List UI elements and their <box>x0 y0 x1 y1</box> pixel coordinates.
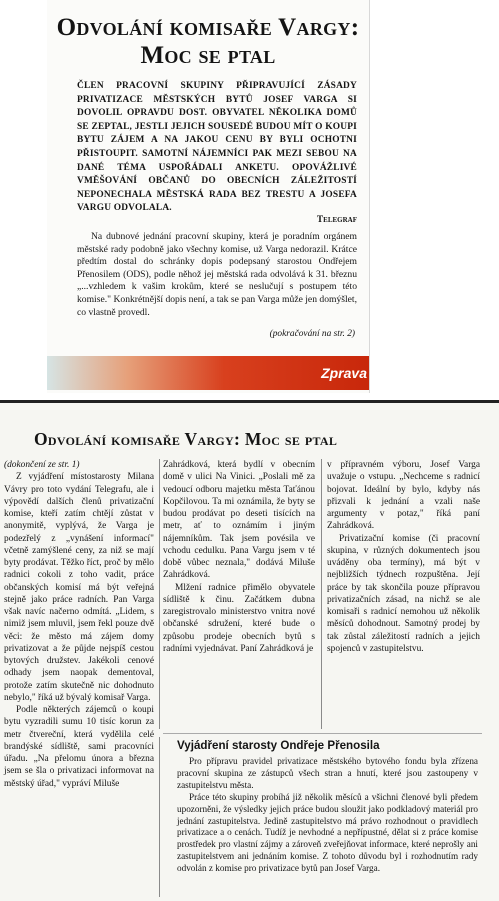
column-middle-paragraph: Mlžení radnice přimělo obyvatele sídliště k činu. Začátkem dubna zaregistrovalo ministerstvo vnitra nové občanské sdružení, které bude o způsobu prodeje obecních bytů s radními vyjednávat. Paní Zahrádková je <box>163 582 315 654</box>
column-middle-paragraph: Zahrádková, která bydlí v obecním domě v ulici Na Vinici. „Poslali mě za vedoucí odboru majetku města Taťánou Kopčilovou. Ta mi oznámila, že byty se budou prodávat po deseti tisících na metr, ať to oznámím i jiným nájemníkům. Tak jsem povésila ve vchodu cedulku. Pana Vargu jsem v té době vůbec neznala," dodává Miluše Zahrádková. <box>163 460 315 581</box>
column-right-paragraph: Privatizační komise (či pracovní skupina, v různých dokumentech jsou uváděny oba termíny), má být v nejbližších týdnech rozpuštěna. Její práce by tak skončila pouze přípravou privatizačních zásad, na nichž se ale komisaři s radnicí nemohou už několik měsíců dohodnout. Samotný prodej by tak zůstal záležitostí radních a jejich spojenců v zastupitelstvu. <box>327 533 480 654</box>
column-right <box>327 459 480 655</box>
column-left-paragraph: Podle některých zájemců o koupi bytu vyzradili sumu 10 tisíc korun za metr čtvereční, která vydělila celé brandýské sídliště, sami pracovníci úřadu. „Na přelomu února a března jsem se šla o privatizaci informovat na městský úřad," vypráví Miluše <box>4 705 154 789</box>
front-lead-paragraph: ČLEN PRACOVNÍ SKUPINY PŘIPRAVUJÍCÍ ZÁSADY PRIVATIZACE MĚSTSKÝCH BYTŮ JOSEF VARGA SI DOVOLIL OPRAVDU DOST. OBYVATEL NĚKOLIKA DOMŮ SE ZEPTAL, JESTLI JEJICH SOUSEDÉ BUDOU MÍT O KOUPI BYTU ZÁJEM A NA JAKOU CENU BY BYLI OCHOTNI PŘISTOUPIT. SAMOTNÍ NÁJEMNÍCI PAK MEZI SEBOU NA DANÉ TÉMA USPOŘÁDALI ANKETU. OPOVÁŽLIVÉ VMĚŠOVÁNÍ OBČANŮ DO OBECNÍCH ZÁLEŽITOSTÍ NEPONECHALA MĚSTSKÁ RADA BEZ TRESTU A JOSEFA VARGU ODVOLALA. <box>77 81 357 214</box>
mayor-statement-text <box>177 756 478 875</box>
continued-note: (pokračování na str. 2) <box>269 329 355 340</box>
mayor-statement-paragraph: Pro přípravu pravidel privatizace městského bytového fondu byla zřízena pracovní skupina ze zástupců všech stran a hnutí, které jsou zastoupeny v zastupitelstvu města. <box>177 756 478 790</box>
front-headline: Odvolání komisaře Vargy: Moc se ptal <box>56 14 360 69</box>
front-page-clipping <box>47 0 370 393</box>
column-left <box>4 459 154 790</box>
mayor-statement-box <box>163 731 482 897</box>
front-source-signature: Telegraf <box>316 214 357 225</box>
continuation-headline: Odvolání komisaře Vargy: Moc se ptal <box>34 429 338 449</box>
column-middle <box>163 459 315 655</box>
column-divider <box>321 459 322 729</box>
box-divider <box>159 737 160 897</box>
continuation-clipping <box>0 400 499 901</box>
mayor-statement-title: Vyjádření starosty Ondřeje Přenosila <box>177 739 380 752</box>
column-left-paragraph: Z vyjádření místostarosty Milana Vávry pro toto vydání Telegrafu, ale i výpovědí dalších členů privatizační komise, kteří zatím chtějí zůstat v anonymitě, vyplývá, že Varga je podezřelý z „vynášení informací" včetně zamýšlené ceny, za niž se mají byty prodávat. Těžko říct, proč by mělo radnici cokoli z toho vadit, práce občanských komisí má být veřejná stejně jako práce radních. Pan Varga však navíc načerno odmítá. „Lidem, s nimiž jsem mluvil, jsem řekl pouze dvě věci: že město má zájem domy privatizovat a že půjde nejspíš cestou bytových družstev. Jakékoli cenové odhady jsem naopak dementoval, protože zatím skutečně nic dohodnuto nebylo," říká už bývalý komisař Varga. <box>4 472 154 703</box>
column-right-paragraph: v přípravném výboru, Josef Varga uvažuje o vstupu. „Nechceme s radnicí bojovat. Ideální by bylo, kdyby nás přizvali k jednání a vzali naše argumenty v potaz," říká paní Zahrádková. <box>327 460 480 532</box>
column-divider <box>159 459 160 729</box>
section-banner <box>47 356 369 390</box>
mayor-statement-paragraph: Práce této skupiny probíhá již několik měsíců a všichni členové byli předem upozorněni, že výsledky jejich práce budou sloužit jako podkladový materiál pro jednání zastupitelstva. Jedině zastupitelstvo má právo rozhodnout o pravidlech privatizace a o cenách. Tudíž je nevhodné a nepřípustné, dělat si z práce komise prostředek pro vlastní zájmy a zároveň zveřejňovat informace, které neprošly ani zastupitelstvem ani jednáním komise. Z tohoto důvodu byl i rozhodnutím rady odvolán z komise pro privatizace bytů pan Josef Varga. <box>177 791 478 874</box>
section-banner-label: Zprava <box>321 365 367 381</box>
front-body-paragraph: Na dubnové jednání pracovní skupiny, která je poradním orgánem městské rady podobně jako všechny komise, už Varga nedorazil. Krátce předtím dostal do schránky dopis podepsaný starostou Ondřejem Přenosilem (ODS), podle něhož jej městská rada odvolává k 31. březnu „...vzhledem k vašim krokům, které se neslučují s postupem této komise." Konkrétnější dopis není, a tak se pan Varga může jen domýšlet, co vlastně provedl. <box>77 230 357 318</box>
continued-from-note: (dokončení ze str. 1) <box>4 460 80 470</box>
